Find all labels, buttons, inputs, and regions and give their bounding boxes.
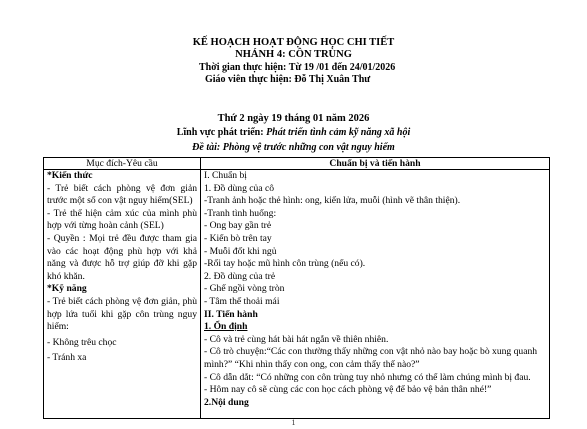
list-item: *Kỹ năng	[47, 283, 87, 295]
list-item: -Rối tay hoặc mũ hình côn trùng (nếu có).	[204, 258, 366, 270]
document-title: KẾ HOẠCH HOẠT ĐỘNG HỌC CHI TIẾT	[192, 37, 395, 48]
list-item: - Ong bay gần trẻ	[204, 220, 272, 232]
list-item: 1. Đồ dùng của cô	[204, 182, 275, 194]
list-item: - Tránh xa	[47, 352, 87, 364]
list-item: - Cô và trẻ cùng hát bài hát ngắn về thiên nhiên.	[204, 333, 389, 345]
list-item: - Trẻ thể hiện cảm xúc của mình phù hợp với từng hoàn cảnh (SEL)	[47, 207, 197, 232]
list-item: 2.Nội dung	[204, 396, 249, 408]
objectives-cell	[44, 170, 201, 419]
list-item: II. Tiến hành	[204, 308, 258, 320]
list-item: 2. Đồ dùng của trẻ	[204, 270, 276, 282]
development-field-label: Lĩnh vực phát triển:	[176, 127, 264, 138]
topic-label: Đề tài:	[192, 142, 221, 153]
list-item: 1. Ổn định	[204, 321, 248, 333]
list-item: - Quyền : Mọi trẻ đều được tham gia vào các hoạt động phù hợp với khả năng và được hỗ trợ giúp đỡ khi gặp khó khăn.	[47, 232, 197, 282]
time-line: Thời gian thực hiện: Từ 19 /01 đến 24/01/2026	[199, 62, 396, 73]
branch-title: NHÁNH 4: CÔN TRÙNG	[235, 49, 352, 60]
preparation-cell	[201, 170, 550, 419]
list-item: - Hôm nay cô sẽ cùng các con học cách phòng vệ để bảo vệ bản thân nhé!”	[204, 384, 492, 396]
list-item: -Tranh tình huống:	[204, 207, 277, 219]
table-header-row	[44, 158, 550, 170]
page-number: 1	[291, 418, 296, 427]
lesson-topic	[0, 142, 587, 154]
development-field-value: Phát triển tình cảm kỹ năng xã hội	[263, 127, 411, 138]
topic-value: Phòng vệ trước những con vật nguy hiểm	[220, 142, 395, 153]
list-item: - Ghế ngồi vòng tròn	[204, 283, 285, 295]
day-date: Thứ 2 ngày 19 tháng 01 năm 2026	[217, 113, 370, 124]
list-item: - Cô dẫn dắt: “Có những con côn trùng tuy nhỏ nhưng có thể làm chúng mình bị đau.	[204, 371, 531, 383]
list-item: - Không trêu chọc	[47, 336, 117, 348]
list-item: -Tranh ảnh hoặc thẻ hình: ong, kiến lửa, muỗi (hình vẽ thân thiện).	[204, 195, 461, 207]
development-field	[0, 127, 587, 139]
list-item: - Trẻ biết cách phòng vệ đơn giản trước một số con vật nguy hiểm(SEL)	[47, 182, 197, 207]
list-item: - Tâm thế thoải mái	[204, 295, 280, 307]
col-header-preparation: Chuẩn bị và tiến hành	[201, 158, 550, 170]
list-item: *Kiến thức	[47, 170, 93, 181]
list-item: I. Chuẩn bị	[204, 170, 247, 181]
lesson-plan-table	[43, 157, 550, 419]
col-header-objectives: Mục đích-Yêu cầu	[44, 158, 201, 170]
list-item: - Cô trò chuyện:“Các con thường thấy những con vật nhỏ nào bay hoặc bò xung quanh mình?” “Khi nhìn thấy con ong, con cảm thấy thế nào?”	[204, 346, 538, 370]
list-item: - Kiến bò trên tay	[204, 232, 272, 244]
list-item: - Trẻ biết cách phòng vệ đơn giản, phù hợp lứa tuổi khi gặp côn trùng nguy hiểm:	[47, 295, 197, 333]
list-item: - Muỗi đốt khi ngủ	[204, 245, 277, 257]
teacher-line: Giáo viên thực hiện: Đỗ Thị Xuân Thư	[205, 74, 371, 85]
table-row	[44, 170, 550, 419]
